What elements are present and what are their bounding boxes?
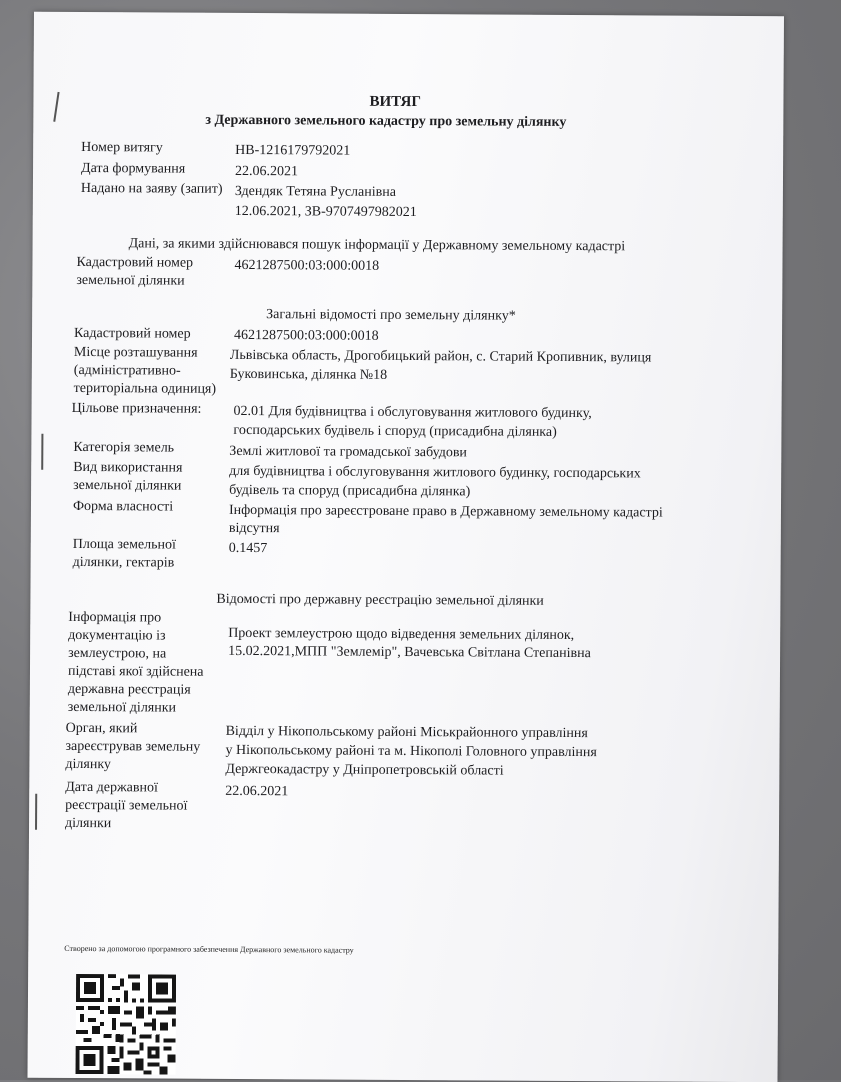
registration-heading: Відомості про державну реєстрацію земельної ділянки — [216, 591, 544, 609]
general-heading: Загальні відомості про земельну ділянку* — [266, 307, 516, 324]
ownership-value: Інформація про зареєстроване право в Державному земельному кадастрі — [228, 502, 663, 521]
usage-label: Вид використання — [73, 459, 183, 476]
formed-date-value: 22.06.2021 — [234, 163, 299, 180]
issued-label: Надано на заяву (запит) — [80, 180, 223, 197]
document-sheet — [27, 12, 783, 1082]
search-heading: Дані, за якими здійснювався пошук інформації у Державному земельному кадастрі — [128, 236, 626, 255]
software-note: Створено за допомогою програмного забезпечення Державного земельного кадастру — [64, 943, 354, 955]
ownership-value-2: відсутня — [228, 520, 280, 537]
area-label: Площа земельної — [72, 536, 176, 553]
issued-request: 12.06.2021, ЗВ-9707497982021 — [234, 203, 417, 221]
docs-value: Проект землеустрою щодо відведення земельних ділянок, — [228, 625, 575, 644]
search-cadastral-value: 4621287500:03:000:0018 — [234, 257, 380, 274]
formed-date-label: Дата формування — [81, 160, 186, 177]
docs-label: Інформація про — [68, 609, 162, 626]
area-value: 0.1457 — [228, 540, 268, 557]
docs-label-4: підставі якої здійснена — [67, 663, 204, 680]
reg-date-label: Дата державної — [65, 779, 158, 796]
organ-label-3: ділянку — [65, 756, 112, 773]
organ-label: Орган, який — [65, 720, 138, 737]
location-label: Місце розташування — [73, 344, 198, 361]
ownership-label: Форма власності — [72, 498, 174, 515]
area-label-2: ділянки, гектарів — [72, 554, 175, 571]
docs-value-2: 15.02.2021,МПП "Землемір", Вачевська Світлана Степанівна — [228, 643, 591, 662]
usage-value: для будівництва і обслуговування житлового будинку, господарських — [229, 463, 641, 482]
docs-label-6: земельної ділянки — [67, 699, 177, 716]
document-title: ВИТЯГ — [369, 93, 421, 111]
search-cadastral-label-2: земельної ділянки — [76, 272, 185, 289]
cadastral-value: 4621287500:03:000:0018 — [233, 327, 379, 344]
organ-value-2: у Нікопольському районі та м. Нікополі Головного управління — [225, 742, 597, 761]
binding-mark — [41, 434, 43, 470]
organ-label-2: зареєстрував земельну — [65, 738, 201, 755]
usage-value-2: будівель та споруд (присадибна ділянка) — [229, 482, 471, 500]
location-label-3: територіальна одиниця) — [73, 380, 217, 397]
organ-value-3: Держгеокадастру у Дніпропетровській області — [225, 761, 504, 779]
reg-date-label-3: ділянки — [65, 815, 112, 832]
docs-label-2: документацію із — [68, 627, 166, 644]
extract-number-value: НВ-1216179792021 — [235, 142, 351, 159]
purpose-value: 02.01 Для будівництва і обслуговування житлового будинку, — [233, 403, 592, 422]
docs-label-5: державна реєстрація — [67, 681, 191, 698]
reg-date-label-2: реєстрації земельної — [65, 797, 188, 814]
qr-code-icon — [76, 974, 177, 1075]
binding-mark — [35, 794, 37, 830]
document-subtitle: з Державного земельного кадастру про земельну ділянку — [205, 112, 567, 130]
category-label: Категорія земель — [73, 439, 175, 456]
search-cadastral-label: Кадастровий номер — [76, 254, 194, 271]
organ-value: Відділ у Нікопольському районі Міськрайонного управління — [225, 723, 588, 742]
reg-date-value: 22.06.2021 — [225, 783, 289, 800]
extract-number-label: Номер витягу — [81, 140, 163, 156]
purpose-label: Цільове призначення: — [71, 400, 202, 417]
location-label-2: (адміністративно- — [73, 362, 181, 379]
category-value: Землі житлової та громадської забудови — [229, 443, 467, 461]
issued-applicant: Здендяк Тетяна Русланівна — [234, 183, 397, 200]
location-value-2: Буковинська, ділянка №18 — [229, 366, 388, 383]
docs-label-3: землеустрою, на — [68, 645, 167, 662]
binding-mark — [53, 92, 59, 122]
cadastral-label: Кадастровий номер — [73, 325, 191, 342]
purpose-value-2: господарських будівель і споруд (присадибна ділянка) — [233, 422, 557, 440]
document-content — [27, 12, 783, 1082]
location-value: Львівська область, Дрогобицький район, с. Старий Кропивник, вулиця — [229, 347, 652, 366]
usage-label-2: земельної ділянки — [73, 477, 182, 494]
